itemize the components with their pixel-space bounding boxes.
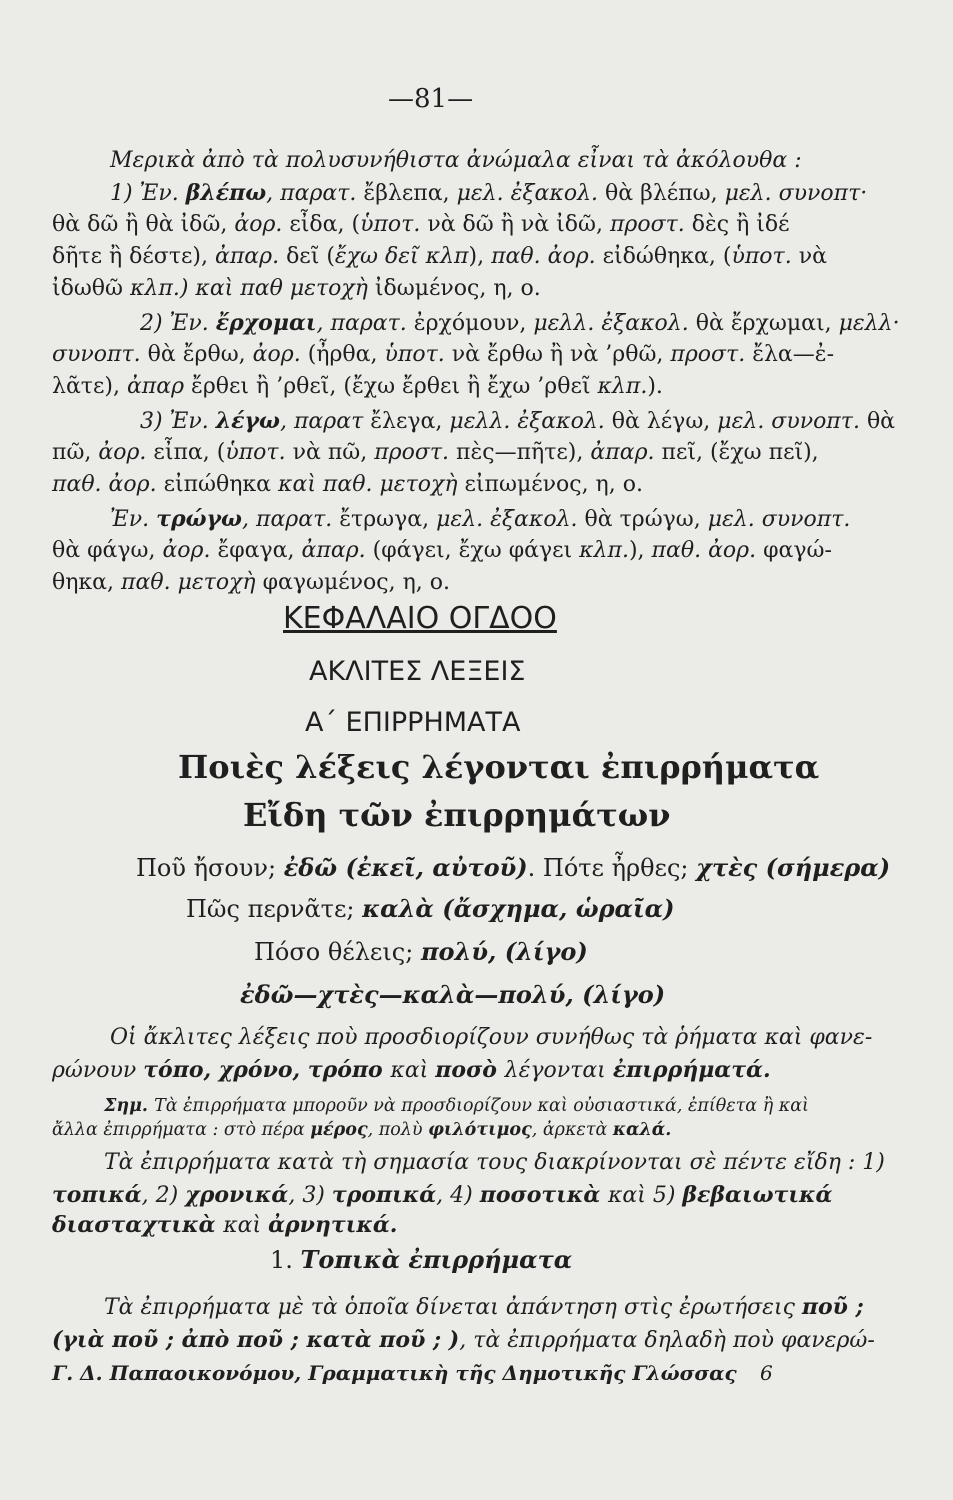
text-segment: μελ. συνοπτ. (717, 409, 867, 434)
text-segment: Πόσο θέλεις; (254, 938, 421, 966)
text-segment: , πολὺ (367, 1120, 429, 1140)
text-segment: , παρατ. (266, 181, 364, 206)
text-segment: ). (647, 374, 663, 399)
text-segment: , τὰ ἐπιρρήματα δηλαδὴ ποὺ φανερώ- (459, 1328, 875, 1353)
text-segment: ἀπαρ. (301, 538, 373, 563)
text-line-4 (0, 242, 953, 272)
text-line-10 (0, 438, 953, 468)
text-line-24 (0, 1023, 953, 1053)
text-line-22 (0, 937, 953, 967)
text-segment: θὰ τρώγω, (584, 507, 708, 532)
text-segment: Μερικὰ ἀπὸ τὰ πολυσυνήθιστα ἀνώμαλα εἶναι τὰ ἀκόλουθα : (110, 148, 802, 173)
text-segment: συνοπτ. (52, 342, 148, 367)
text-segment: ἐπιρρήματά. (612, 1057, 771, 1083)
text-segment: τρώγω (156, 506, 242, 532)
text-segment: μελλ. ἐξακολ. (449, 409, 612, 434)
text-segment: , 3) (288, 1183, 332, 1208)
text-line-23 (0, 980, 953, 1010)
text-segment: δὲς ἢ ἰδέ (691, 212, 790, 237)
text-line-16 (0, 657, 953, 687)
text-segment: ρώνουν (52, 1058, 144, 1083)
text-segment: . Πότε ἦρθες; (527, 854, 697, 882)
text-segment: , παρατ. (316, 311, 414, 336)
text-segment: Ποιὲς λέξεις λέγονται ἐπιρρήματα (178, 748, 820, 786)
text-segment: θὰ φάγω, (52, 538, 163, 563)
text-segment: Ποῦ ἤσουν; (136, 854, 284, 882)
text-segment: ἔβλεπα, (363, 181, 457, 206)
text-segment: ποῦ ; (801, 1294, 864, 1320)
text-segment: θὰ ἔρθω, (147, 342, 253, 367)
text-line-3 (0, 210, 953, 240)
text-segment: μελλ. ἐξακολ. (533, 311, 696, 336)
text-segment: βλέπω (185, 180, 267, 206)
text-segment: —81— (388, 84, 474, 114)
text-line-15 (0, 601, 953, 636)
text-segment: μελ. συνοπτ. (707, 507, 851, 532)
text-segment: νὰ ἔρθω ἢ νὰ ’ρθῶ, (451, 342, 671, 367)
text-line-21 (0, 894, 953, 924)
text-segment: καὶ παθ. μετοχὴ (278, 472, 465, 497)
text-line-19 (0, 796, 953, 834)
text-segment: , παρατ. (242, 507, 340, 532)
text-segment: ἀπαρ (126, 374, 192, 399)
text-segment: ποσὸ (435, 1057, 505, 1083)
text-segment: Οἱ ἄκλιτες λέξεις ποὺ προσδιορίζουν συνήθως τὰ ῥήματα καὶ φανε- (110, 1025, 873, 1050)
text-line-11 (0, 470, 953, 500)
text-line-12 (0, 504, 953, 535)
text-line-14 (0, 568, 953, 598)
text-line-17 (0, 708, 953, 738)
text-segment: τοπικά (52, 1182, 142, 1208)
text-segment: χτὲς (σήμερα) (696, 853, 891, 882)
text-segment: εἰπωμένος, η, ο. (464, 472, 643, 497)
text-segment: χρονικά (185, 1182, 289, 1208)
text-segment: ἔλεγα, (370, 409, 450, 434)
text-segment: Α΄ ΕΠΙΡΡΗΜΑΤΑ (305, 707, 521, 738)
text-segment: ἐδῶ (ἐκεῖ, αὐτοῦ) (283, 853, 528, 882)
text-line-35 (0, 1358, 953, 1388)
text-segment: καὶ (223, 1213, 269, 1238)
text-segment: , 2) (141, 1183, 186, 1208)
text-segment: , ἀρκετὰ (531, 1120, 613, 1140)
text-segment: Τὰ ἐπιρρήματα μὲ τὰ ὁποῖα δίνεται ἀπάντηση στὶς ἐρωτήσεις (104, 1295, 802, 1320)
text-segment: κλπ.) καὶ παθ μετοχὴ (130, 276, 375, 301)
text-segment: ΑΚΛΙΤΕΣ ΛΕΞΕΙΣ (309, 656, 526, 687)
text-segment: ), (468, 244, 492, 269)
text-segment: νὰ δῶ ἢ νὰ ἰδῶ, (427, 212, 610, 237)
text-segment: ἰδωθῶ (52, 276, 130, 301)
text-segment: διασταχτικὰ (52, 1212, 224, 1238)
text-segment: ἐρχόμουν, (413, 311, 534, 336)
text-segment: Εἴδη τῶν ἐπιρρημάτων (243, 796, 671, 834)
text-line-13 (0, 536, 953, 566)
text-segment: Τοπικὰ ἐπιρρήματα (300, 1245, 573, 1274)
text-segment: δεῖ ( (286, 244, 335, 269)
text-segment: προστ. (374, 440, 457, 465)
text-line-20 (0, 853, 953, 883)
text-segment: εἶδα, ( (289, 212, 361, 237)
text-segment: ἀρνητικά. (268, 1212, 398, 1238)
text-segment: ἔφαγα, (217, 538, 302, 563)
text-segment: ἀπαρ. (214, 244, 287, 269)
text-segment: ἀορ. (162, 538, 218, 563)
text-line-30 (0, 1210, 953, 1241)
text-segment: τροπικά (331, 1182, 437, 1208)
text-segment: πεῖ, (ἔχω πεῖ), (661, 440, 819, 465)
text-segment: ), (628, 538, 652, 563)
text-line-5 (0, 274, 953, 304)
text-line-9 (0, 406, 953, 437)
text-segment: κλπ. (579, 538, 629, 563)
text-segment: Τὰ ἐπιρρήματα κατὰ τὴ σημασία τους διακρίνονται σὲ πέντε εἴδη : 1) (104, 1150, 885, 1175)
text-segment: καὶ (390, 1058, 436, 1083)
text-segment: (φάγει, ἔχω φάγει (372, 538, 580, 563)
text-segment: νὰ πῶ, (292, 440, 375, 465)
text-segment: εἰπώθηκα (163, 472, 279, 497)
text-segment: παθ. ἀορ. (52, 472, 164, 497)
text-segment: 2) Ἐν. (140, 311, 216, 336)
text-segment: θὰ δῶ ἢ θὰ ἰδῶ, (52, 212, 235, 237)
text-segment: παθ. ἀορ. (651, 538, 764, 563)
text-segment: (γιὰ ποῦ ; ἀπὸ ποῦ ; κατὰ ποῦ ; ) (52, 1327, 460, 1353)
text-segment: ἔρχομαι (215, 310, 317, 336)
text-line-1 (0, 146, 953, 176)
text-segment: βεβαιωτικά (682, 1182, 833, 1208)
text-segment: , παρατ (279, 409, 371, 434)
text-segment: μελ. συνοπτ· (724, 181, 868, 206)
text-line-31 (0, 1245, 953, 1275)
text-segment: τόπο, χρόνο, τρόπο (143, 1057, 391, 1083)
text-line-25 (0, 1055, 953, 1086)
text-segment: μελλ· (838, 311, 900, 336)
text-segment: Γ. Δ. Παπαοικονόμου, Γραμματικὴ τῆς Δημοτικῆς Γλώσσας (52, 1361, 737, 1385)
text-line-32 (0, 1292, 953, 1323)
text-segment: καὶ 5) (607, 1183, 683, 1208)
text-segment: φαγωμένος, η, ο. (262, 570, 450, 595)
text-segment: φαγώ- (763, 538, 832, 563)
text-segment: φιλότιμος (428, 1120, 532, 1140)
text-segment: ἰδωμένος, η, ο. (374, 276, 541, 301)
text-segment: 1) Ἐν. (110, 181, 186, 206)
text-segment: καλά. (612, 1120, 672, 1140)
text-segment: πῶ, (52, 440, 99, 465)
text-line-18 (0, 748, 953, 786)
text-segment: ἀορ. (234, 212, 290, 237)
text-segment: Σημ. (104, 1096, 155, 1116)
text-segment: μέρος (310, 1120, 368, 1140)
text-segment: μελ. ἐξακολ. (456, 181, 606, 206)
text-segment: καλὰ (ἄσχημα, ὡραῖα) (362, 894, 675, 923)
text-segment: ἄλλα ἐπιρρήματα : στὸ πέρα (52, 1120, 311, 1140)
text-segment: ἔχω δεῖ κλπ (334, 244, 469, 269)
text-segment: κλπ. (597, 374, 648, 399)
text-line-26 (0, 1094, 953, 1118)
text-segment: λᾶτε), (52, 374, 127, 399)
text-segment: 1. (270, 1246, 301, 1274)
text-segment: ὑποτ. (360, 212, 428, 237)
text-segment: Ἐν. (110, 507, 157, 532)
text-line-27 (0, 1118, 953, 1142)
text-segment: θὰ (866, 409, 896, 434)
text-line-7 (0, 340, 953, 370)
text-segment: εἶπα, ( (153, 440, 226, 465)
text-segment: ἐδῶ—χτὲς—καλὰ—πολύ, (λίγο) (240, 980, 666, 1009)
text-segment: λέγω (215, 408, 280, 434)
text-line-6 (0, 308, 953, 339)
text-segment: ἀορ. (252, 342, 308, 367)
text-segment: λέγονται (504, 1058, 613, 1083)
text-segment: ἀορ. (98, 440, 154, 465)
text-segment: ἔρθει ἢ ’ρθεῖ, (ἔχω ἔρθει ἢ ἔχω ’ρθεῖ (191, 374, 598, 399)
text-segment: θηκα, (52, 570, 122, 595)
text-segment: ἔλα—ἐ- (752, 342, 835, 367)
text-segment: προστ. (670, 342, 753, 367)
text-segment: θὰ ἔρχωμαι, (695, 311, 839, 336)
text-line-0 (0, 84, 953, 114)
text-segment: προστ. (609, 212, 692, 237)
text-line-29 (0, 1180, 953, 1211)
text-segment: εἰδώθηκα, ( (602, 244, 732, 269)
text-segment: , 4) (436, 1183, 480, 1208)
text-segment: ΚΕΦΑΛΑΙΟ ΟΓΔΟΟ (283, 601, 557, 636)
text-segment: ὑποτ. (225, 440, 293, 465)
text-segment: νὰ (798, 244, 827, 269)
text-segment: θὰ λέγω, (611, 409, 718, 434)
text-line-2 (0, 178, 953, 209)
text-segment: ὑποτ. (731, 244, 799, 269)
text-segment: Τὰ ἐπιρρήματα μποροῦν νὰ προσδιορίζουν καὶ οὐσιαστικά, ἐπίθετα ἢ καὶ (154, 1096, 809, 1116)
text-segment: ἀπαρ. (590, 440, 662, 465)
text-segment: πὲς—πῆτε), (456, 440, 591, 465)
text-segment: (ἦρθα, (307, 342, 385, 367)
text-segment: ποσοτικὰ (479, 1182, 608, 1208)
text-segment: πολύ, (λίγο) (420, 937, 588, 966)
text-line-8 (0, 372, 953, 402)
text-segment: θὰ βλέπω, (605, 181, 725, 206)
text-segment: ἔτρωγα, (339, 507, 437, 532)
text-segment: μελ. ἐξακολ. (436, 507, 585, 532)
text-segment: Πῶς περνᾶτε; (186, 895, 363, 923)
text-segment: ὑποτ. (384, 342, 452, 367)
text-segment: 3) Ἐν. (140, 409, 216, 434)
text-line-33 (0, 1325, 953, 1356)
text-segment: δῆτε ἢ δέστε), (52, 244, 215, 269)
text-segment: παθ. ἀορ. (491, 244, 603, 269)
text-line-28 (0, 1148, 953, 1178)
text-segment: 6 (760, 1361, 773, 1385)
text-segment: παθ. μετοχὴ (121, 570, 263, 595)
